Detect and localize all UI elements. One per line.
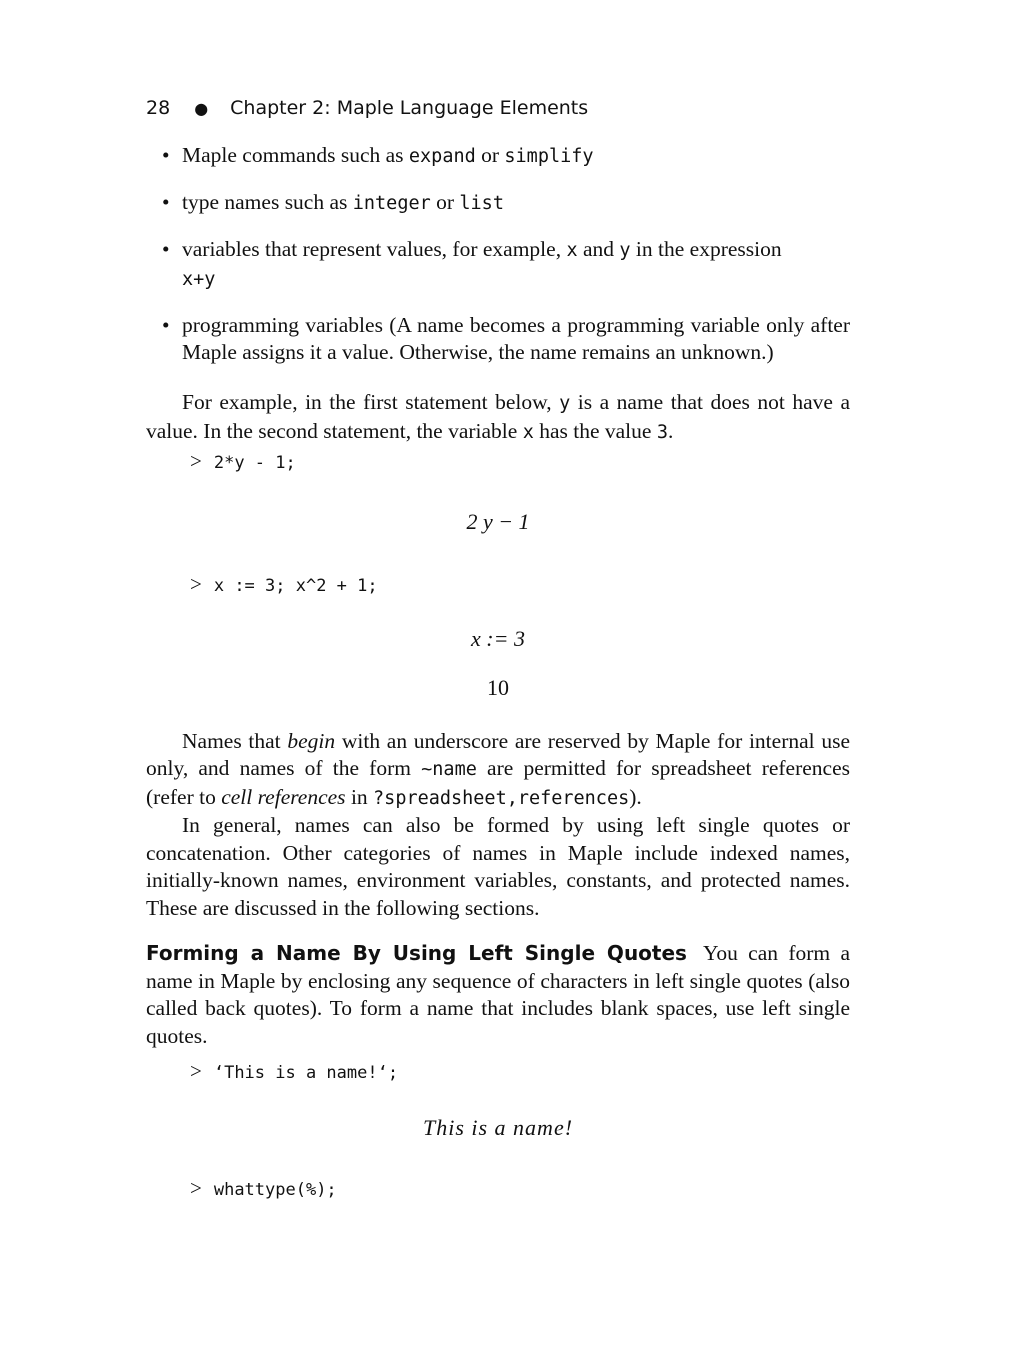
bullet-icon: •: [162, 143, 170, 167]
prompt: >: [190, 572, 202, 596]
paragraph: Names that begin with an underscore are reserved by Maple for internal use only, and names of the form ~name are permitted for spreadsheet references (refer to cell references in ?spreadsheet,references).: [146, 728, 850, 809]
prompt: >: [190, 1059, 202, 1083]
list-item: • variables that represent values, for example, x and y in the expression x+y: [162, 237, 782, 290]
command-output: 2 y − 1: [466, 508, 530, 534]
chapter-title: Chapter 2: Maple Language Elements: [230, 97, 589, 119]
bullet-icon: •: [162, 237, 170, 261]
prompt: >: [190, 449, 202, 473]
command-line: [190, 448, 850, 478]
paragraph: For example, in the first statement below, y is a name that does not have a value. In the second statement, the variable x has the value 3.: [146, 390, 850, 443]
command-output: This is a name!: [422, 1114, 574, 1140]
list-item: • Maple commands such as expand or simplify: [146, 142, 850, 171]
command-output: x := 3: [471, 625, 525, 651]
command-input: 2*y - 1;: [213, 453, 296, 473]
running-header: [146, 97, 588, 119]
command-input: ‘This is a name!‘;: [213, 1063, 399, 1083]
command-line: [190, 1175, 850, 1205]
command-line: [190, 571, 850, 601]
command-input: x := 3; x^2 + 1;: [213, 576, 378, 596]
list-item: • type names such as integer or list: [146, 189, 850, 218]
prompt: >: [190, 1176, 202, 1200]
paragraph: In general, names can also be formed by using left single quotes or concatenation. Other categories of names in Maple include indexed names, initially-known names, environment variables, constants, and protected names. These are discussed in the following sections.: [146, 813, 850, 920]
bullet-icon: •: [162, 312, 170, 337]
section-paragraph: Forming a Name By Using Left Single Quotes You can form a name in Maple by enclosing any sequence of characters in left single quotes (also called back quotes). To form a name that includes blank spaces, use left single quotes.: [146, 941, 851, 1048]
bullet-icon: •: [162, 190, 170, 214]
list-item: • programming variables (A name becomes a programming variable only after Maple assigns it a value. Otherwise, the name remains an unknown.): [162, 312, 850, 364]
page-number: 28: [146, 97, 171, 119]
header-bullet-icon: ●: [194, 98, 209, 118]
bullet-list: [146, 142, 850, 367]
page-body: [146, 142, 850, 1205]
command-line: [190, 1058, 850, 1088]
section-heading: Forming a Name By Using Left Single Quotes: [146, 941, 687, 965]
command-input: whattype(%);: [213, 1180, 337, 1200]
command-output: 10: [487, 675, 509, 700]
